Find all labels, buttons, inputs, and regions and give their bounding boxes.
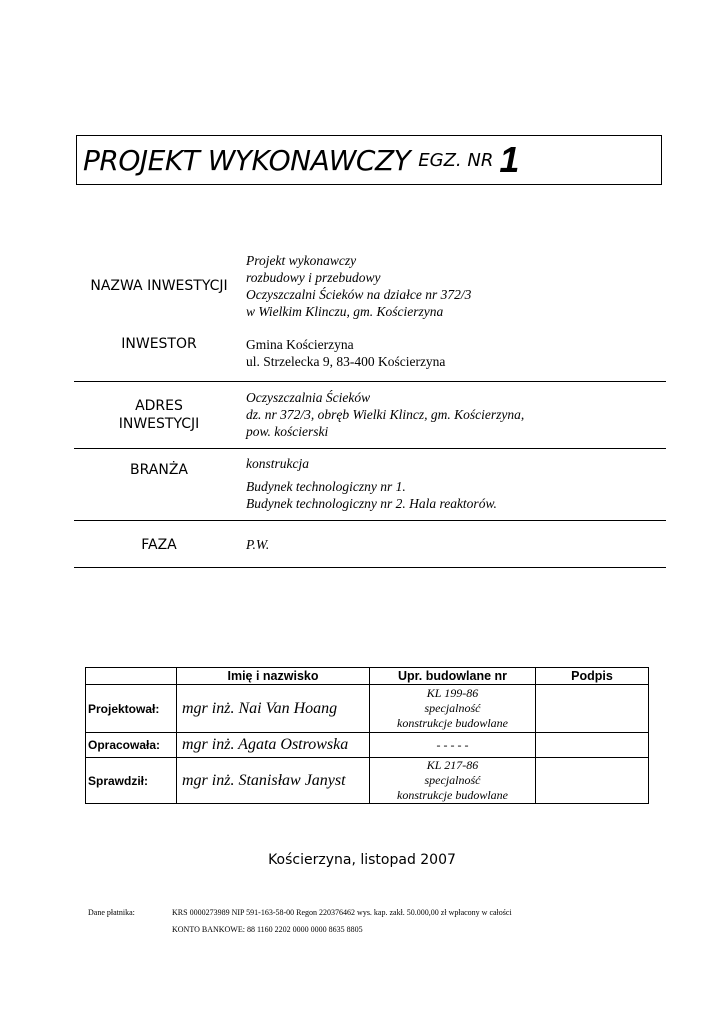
value-line: dz. nr 372/3, obręb Wielki Klincz, gm. Kościerzyna, [246,407,525,422]
value-line: Budynek technologiczny nr 2. Hala reaktorów. [246,496,497,511]
role-cell: Opracowała: [86,733,177,758]
value-line: konstrukcja [246,456,309,471]
row-investor [74,335,666,375]
divider [74,448,666,449]
divider [74,520,666,521]
label-line: FAZA [141,537,177,553]
row-value [246,536,666,553]
license-line: specjalność [424,773,481,787]
title-main: PROJEKT WYKONAWCZY [83,143,411,177]
role-cell: Sprawdził: [86,758,177,804]
row-value [246,389,666,440]
table-header: Imię i nazwisko [177,668,370,685]
label-line: NAZWA INWESTYCJI [90,278,228,294]
value-line: rozbudowy i przebudowy [246,270,381,285]
name-cell: mgr inż. Nai Van Hoang [177,685,370,733]
value-line: ul. Strzelecka 9, 83-400 Kościerzyna [246,354,446,369]
row-investment-address [74,389,666,444]
signature-table [85,667,649,804]
signature-cell [536,685,649,733]
table-header: Upr. budowlane nr [370,668,536,685]
license-cell [370,733,536,758]
table-row [86,758,649,804]
row-label [74,461,244,479]
table-row [86,733,649,758]
value-line: Gmina Kościerzyna [246,337,354,352]
license-line: konstrukcje budowlane [397,716,508,730]
title-copy-number: 1 [499,139,520,180]
label-line: INWESTOR [121,336,197,352]
role-cell: Projektował: [86,685,177,733]
row-industry [74,455,666,515]
place-date: Kościerzyna, listopad 2007 [268,852,456,868]
label-line: ADRES [135,398,183,414]
license-line: KL 217-86 [426,758,479,772]
value-line: Oczyszczalni Ścieków na działce nr 372/3 [246,287,472,302]
table-header-row [86,668,649,685]
license-cell [370,758,536,804]
row-phase [74,536,666,561]
row-value [246,252,666,320]
row-value [246,455,666,512]
table-header: Podpis [536,668,649,685]
license-cell [370,685,536,733]
name-cell: mgr inż. Stanisław Janyst [177,758,370,804]
title-box [76,135,662,185]
value-line: Oczyszczalnia Ścieków [246,390,371,405]
table-row [86,685,649,733]
value-line: w Wielkim Klinczu, gm. Kościerzyna [246,304,444,319]
title-copy-label: EGZ. NR [418,149,494,171]
footer-line-2: KONTO BANKOWE: 88 1160 2202 0000 0000 8635 8805 [172,925,363,934]
value-line: P.W. [246,537,270,552]
value-line: Budynek technologiczny nr 1. [246,479,406,494]
row-investment-name [74,252,666,322]
footer-label: Dane płatnika: [88,908,135,917]
table-header [86,668,177,685]
label-line: INWESTYCJI [118,416,200,432]
row-label [74,277,244,295]
license-line: specjalność [424,701,481,715]
divider [74,567,666,568]
value-line: Projekt wykonawczy [246,253,357,268]
row-label [74,397,244,433]
divider [74,381,666,382]
footer-line-1: KRS 0000273989 NIP 591-163-58-00 Regon 220376462 wys. kap. zakł. 50.000,00 zł wpłacony w całości [172,908,512,917]
license-line: KL 199-86 [426,686,479,700]
row-label [74,536,244,554]
license-line: konstrukcje budowlane [397,788,508,802]
value-line: pow. kościerski [246,424,329,439]
row-value [246,336,666,370]
name-cell: mgr inż. Agata Ostrowska [177,733,370,758]
signature-cell [536,758,649,804]
label-line: BRANŻA [130,462,188,478]
signature-cell [536,733,649,758]
row-label [74,335,244,353]
license-line: - - - - - [436,737,469,752]
